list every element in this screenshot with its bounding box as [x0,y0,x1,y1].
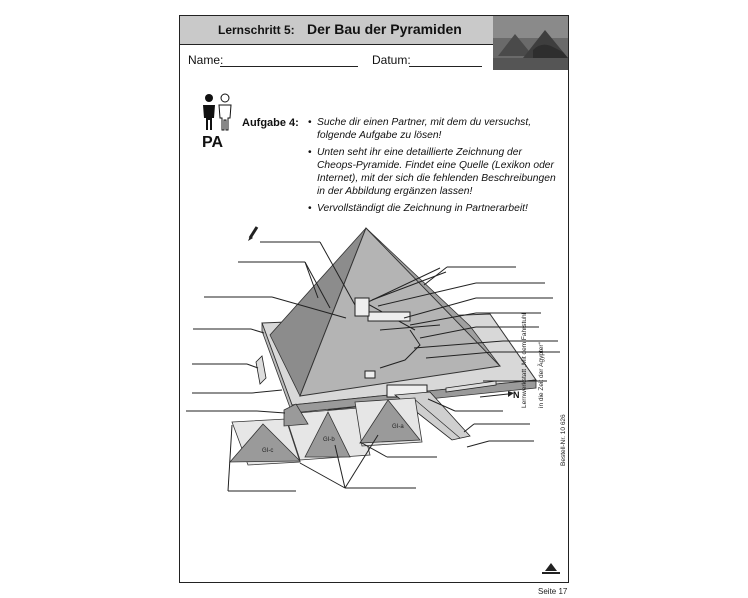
task-label: Aufgabe 4: [242,117,299,129]
pencil-icon [248,227,257,241]
page-number: Seite 17 [538,587,568,596]
pa-label: PA [202,134,224,151]
series-title-line1: Lernwerkstatt „Mit dem Fahrstuhl [521,312,528,408]
series-title-line2: in die Zeit der Ägypter“ [538,342,545,408]
page-title: Der Bau der Pyramiden [307,21,462,37]
north-label: N [513,390,520,400]
order-number: Bestell-Nr. 10 626 [560,414,567,466]
instruction-3: • Vervollständigt die Zeichnung in Partnerarbeit! [308,202,563,215]
step-label: Lernschritt 5: [218,23,295,37]
instruction-2: • Unten seht ihr eine detaillierte Zeichnung der Cheops-Pyramide. Findet eine Quelle (Lexikon oder Internet), mit der sich die fehlenden Beschreibungen in der Abbildung ergänzen lassen! [308,146,563,199]
pyramid-label-gia: GI-a [392,424,404,430]
date-label: Datum: [372,53,411,67]
pyramid-label-gib: GI-b [323,437,335,443]
instruction-1: • Suche dir einen Partner, mit dem du versuchst, folgende Aufgabe zu lösen! [308,116,563,143]
name-label: Name: [188,53,224,67]
pyramid-label-gic: GI-c [262,448,274,454]
publisher-logo [542,563,560,574]
